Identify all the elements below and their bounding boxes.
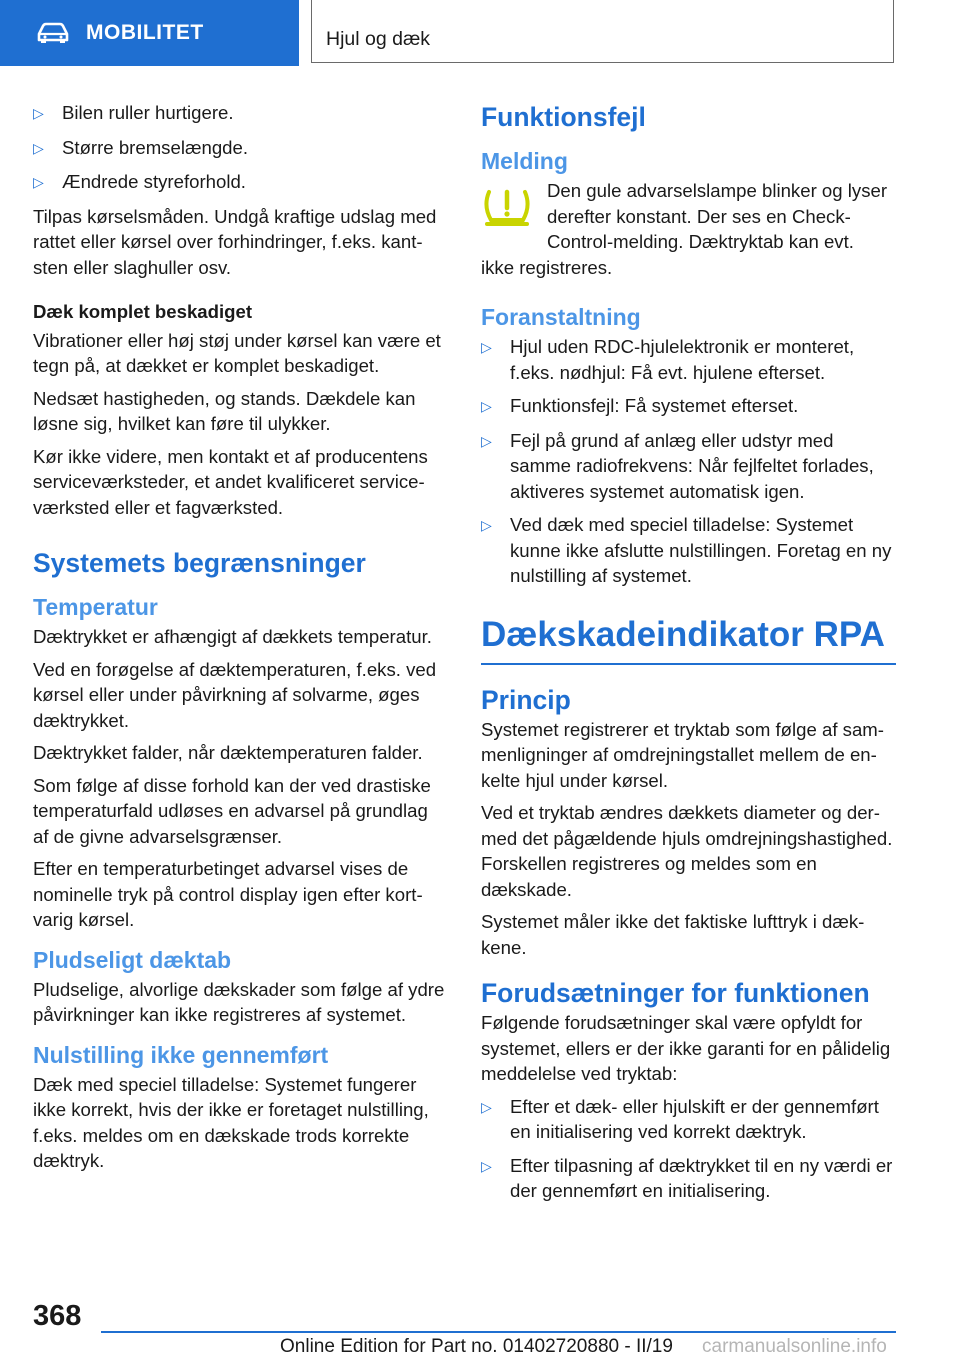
list-item: ▷ Ændrede styreforhold.: [33, 169, 448, 196]
section-heading: Funktionsfejl: [481, 102, 646, 132]
subsection-heading: Foranstaltning: [481, 304, 641, 330]
paragraph: Ved et tryktab ændres dækkets diameter og dermed det pågældende hjuls omdrejningshastighed. Forskellen registreres og meldes som en dækskade.: [481, 802, 893, 900]
bullet-triangle-icon: ▷: [481, 517, 492, 533]
bullet-triangle-icon: ▷: [481, 432, 492, 449]
paragraph: Den gule advarselslampe blinker og lyser derefter konstant. Der ses en Check-Control-melding. Dæktryktab kan evt.: [547, 180, 888, 252]
bullet-triangle-icon: ▷: [481, 398, 492, 414]
car-icon: [36, 22, 70, 44]
subsection-heading: Pludseligt dæktab: [33, 946, 232, 973]
list-item: ▷ Fejl på grund af anlæg eller udstyr med samme radiofrekvens: Når fejlfeltet forlades, aktiveres systemet automatisk igen.: [481, 428, 896, 505]
list-item: ▷ Hjul uden RDC-hjulelektronik er monteret, f.eks. nødhjul: Få evt. hjulene efterset.: [481, 334, 896, 385]
paragraph: Dæktrykket er afhængigt af dækkets temperatur.: [33, 626, 432, 647]
section-heading: Forudsætninger for funktionen: [481, 978, 870, 1008]
chapter-heading: Dækskadeindikator RPA: [481, 613, 896, 665]
section-heading: Systemets begrænsninger: [33, 548, 366, 578]
bullet-triangle-icon: ▷: [481, 1098, 492, 1115]
bullet-triangle-icon: ▷: [33, 139, 44, 156]
paragraph: Dæk med speciel tilladelse: Systemet fungerer ikke korrekt, hvis der ikke er foretaget nulstilling, f.eks. meldes om en dækskade trods korrekte dæktryk.: [33, 1073, 429, 1171]
page-header: [0, 0, 960, 66]
subsection-heading: Nulstilling ikke gennemført: [33, 1041, 329, 1068]
paragraph: Ved en forøgelse af dæktemperaturen, f.eks. ved kørsel eller under påvirkning af solvarme, øges dæktrykket.: [33, 658, 437, 731]
subheading: Dæk komplet beskadiget: [33, 301, 253, 322]
paragraph: Systemet måler ikke det faktiske lufttryk i dækkene.: [481, 911, 865, 958]
bullet-triangle-icon: ▷: [481, 339, 492, 355]
bullet-triangle-icon: ▷: [481, 1157, 492, 1174]
list-item: ▷ Funktionsfejl: Få systemet efterset.: [481, 393, 896, 420]
left-column: [33, 100, 448, 1181]
page-number: 368: [33, 1300, 82, 1332]
footer-divider: [101, 1331, 896, 1333]
section-heading: Princip: [481, 684, 571, 715]
list-item: ▷ Ved dæk med speciel tilladelse: Systemet kunne ikke afslutte nulstillingen. Foretag en ny nulstilling af systemet.: [481, 512, 896, 589]
list-item: ▷ Bilen ruller hurtigere.: [33, 100, 448, 127]
section-tab: [0, 0, 299, 66]
subsection-heading: Melding: [481, 148, 568, 174]
paragraph: Som følge af disse forhold kan der ved drastiske temperaturfald udløses en advarsel på grundlag af de givne advarselsgrænser.: [33, 774, 431, 847]
paragraph: Efter en temperaturbetinget advarsel vises de nominelle tryk på control display igen efter kortvarig kørsel.: [33, 858, 423, 930]
right-column: [481, 100, 896, 1212]
paragraph: Nedsæt hastigheden, og stands. Dækdele kan løsne sig, hvilket kan føre til ulykker.: [33, 387, 416, 434]
list-item: ▷ Efter tilpasning af dæktrykket til en ny værdi er der gennemført en initialisering.: [481, 1153, 896, 1204]
bullet-triangle-icon: ▷: [33, 174, 44, 190]
paragraph: Vibrationer eller høj støj under kørsel kan være et tegn på, at dækket er komplet beskadiget.: [33, 329, 441, 376]
paragraph: Tilpas kørselsmåden. Undgå kraftige udslag med rattet eller kørsel over forhindringer, f.eks. kantsten eller slaghuller osv.: [33, 205, 437, 278]
paragraph: Systemet registrerer et tryktab som følge af sammenligninger af omdrejningstallet mellem de enkelte hjul under kørsel.: [481, 718, 884, 791]
warning-message-block: [481, 178, 896, 280]
bullet-triangle-icon: ▷: [33, 105, 44, 121]
page-title-box: [311, 0, 894, 63]
list-item: ▷ Efter et dæk- eller hjulskift er der gennemført en initialisering ved korrekt dæktryk.: [481, 1094, 896, 1145]
list-item: ▷ Større bremselængde.: [33, 135, 448, 162]
section-label: MOBILITET: [86, 21, 204, 44]
paragraph: Kør ikke videre, men kontakt et af producentens serviceværksteder, et andet kvalificeret serviceværksted eller et fagværksted.: [33, 445, 428, 518]
paragraph: Følgende forudsætninger skal være opfyldt for systemet, ellers er der ikke garanti for en pålidelig meddelelse ved tryktab:: [481, 1012, 891, 1084]
paragraph: Pludselige, alvorlige dækskader som følge af ydre påvirkninger kan ikke registreres af systemet.: [33, 978, 445, 1025]
tire-pressure-warning-icon: [481, 184, 533, 228]
paragraph: Dæktrykket falder, når dæktemperaturen falder.: [33, 742, 423, 763]
edition-note: Online Edition for Part no. 01402720880 - II/19: [280, 1336, 673, 1357]
page-title: Hjul og dæk: [326, 28, 431, 50]
paragraph: ikke registreres.: [481, 256, 613, 278]
watermark: carmanualsonline.info: [702, 1336, 887, 1357]
subsection-heading: Temperatur: [33, 594, 158, 620]
